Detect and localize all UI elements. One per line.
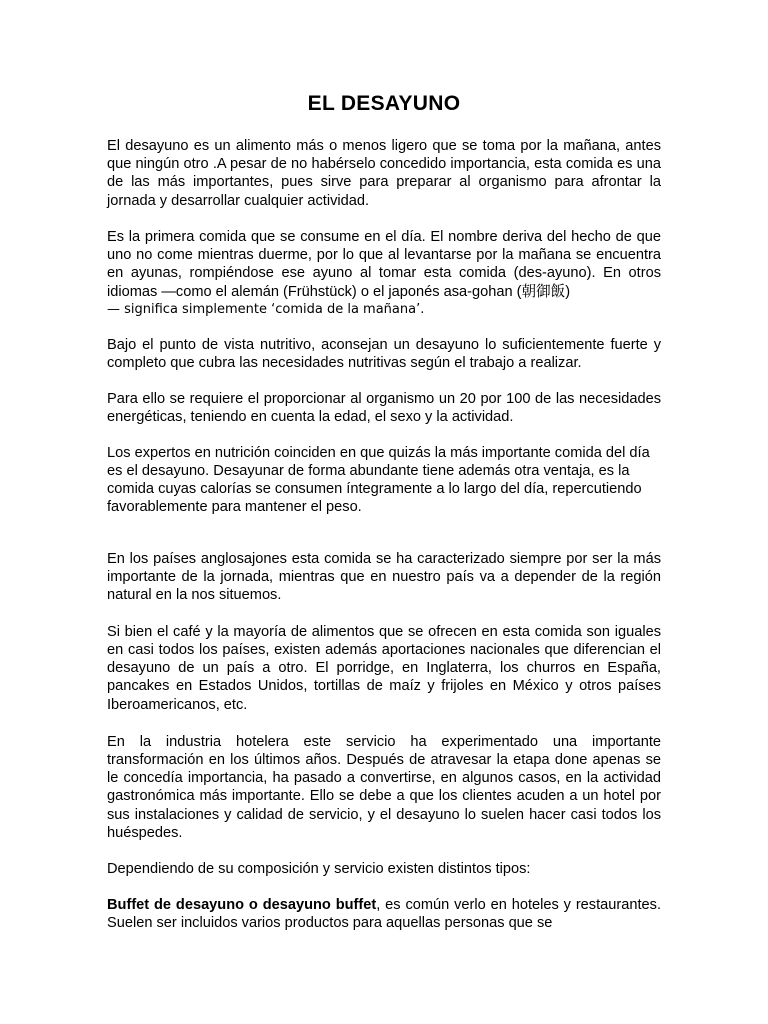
paragraph-types-intro: Dependiendo de su composición y servicio existen distintos tipos: bbox=[107, 860, 531, 877]
paragraph-experts: Los expertos en nutrición coinciden en que quizás la más importante comida del día es el desayuno. Desayunar de forma abundante tiene además otra ventaja, es la comida cuyas calorías se consumen íntegramente a lo largo del día, repercutiendo favorablemente para mantener el peso. bbox=[107, 444, 650, 516]
paragraph-origin: Es la primera comida que se consume en el día. El nombre deriva del hecho de que uno no come mientras duerme, por lo que al levantarse por la mañana se encuentra en ayunas, rompiéndose ese ayuno al tomar esta comida (des-ayuno). En otros idiomas —como el alemán (Frühstück) o el japonés asa-gohan (朝御飯) bbox=[107, 229, 661, 300]
paragraph-energy: Para ello se requiere el proporcionar al organismo un 20 por 100 de las necesidades energéticas, teniendo en cuenta la edad, el sexo y la actividad. bbox=[107, 390, 661, 426]
paragraph-buffet bbox=[107, 896, 661, 932]
document-body bbox=[107, 137, 661, 932]
paragraph-countries: Si bien el café y la mayoría de alimentos que se ofrecen en esta comida son iguales en casi todos los países, existen además aportaciones nacionales que diferencian el desayuno de un país a otro. El porridge, en Inglaterra, los churros en España, pancakes en Estados Unidos, tortillas de maíz y frijoles en México y otros países Iberoamericanos, etc. bbox=[107, 623, 661, 713]
document-title: EL DESAYUNO bbox=[307, 92, 461, 115]
paragraph-anglosaxon: En los países anglosajones esta comida se ha caracterizado siempre por ser la más importante de la jornada, mientras que en nuestro país va a depender de la región natural en la nos situemos. bbox=[107, 550, 661, 604]
paragraph-origin-meaning: — significa simplemente ‘comida de la mañana’. bbox=[107, 301, 425, 317]
buffet-term: Buffet de desayuno o desayuno buffet bbox=[107, 896, 377, 913]
paragraph-nutrition: Bajo el punto de vista nutritivo, aconsejan un desayuno lo suficientemente fuerte y completo que cubra las necesidades nutritivas según el trabajo a realizar. bbox=[107, 336, 661, 372]
paragraph-intro: El desayuno es un alimento más o menos ligero que se toma por la mañana, antes que ningún otro .A pesar de no habérselo concedido importancia, esta comida es una de las más importantes, pues sirve para preparar al organismo para afrontar la jornada y desarrollar cualquier actividad. bbox=[107, 138, 661, 209]
buffet-description: , es común verlo en hoteles y restaurantes. Suelen ser incluidos varios productos para aquellas personas que se bbox=[107, 896, 661, 932]
paragraph-hotel-industry: En la industria hotelera este servicio ha experimentado una importante transformación en los últimos años. Después de atravesar la etapa done apenas se le concedía importancia, ha pasado a convertirse, en algunos casos, en la actividad gastronómica más importante. Ello se debe a que los clientes acuden a un hotel por sus instalaciones y calidad de servicio, y el desayuno lo suelen hacer casi todos los huéspedes. bbox=[107, 733, 661, 841]
